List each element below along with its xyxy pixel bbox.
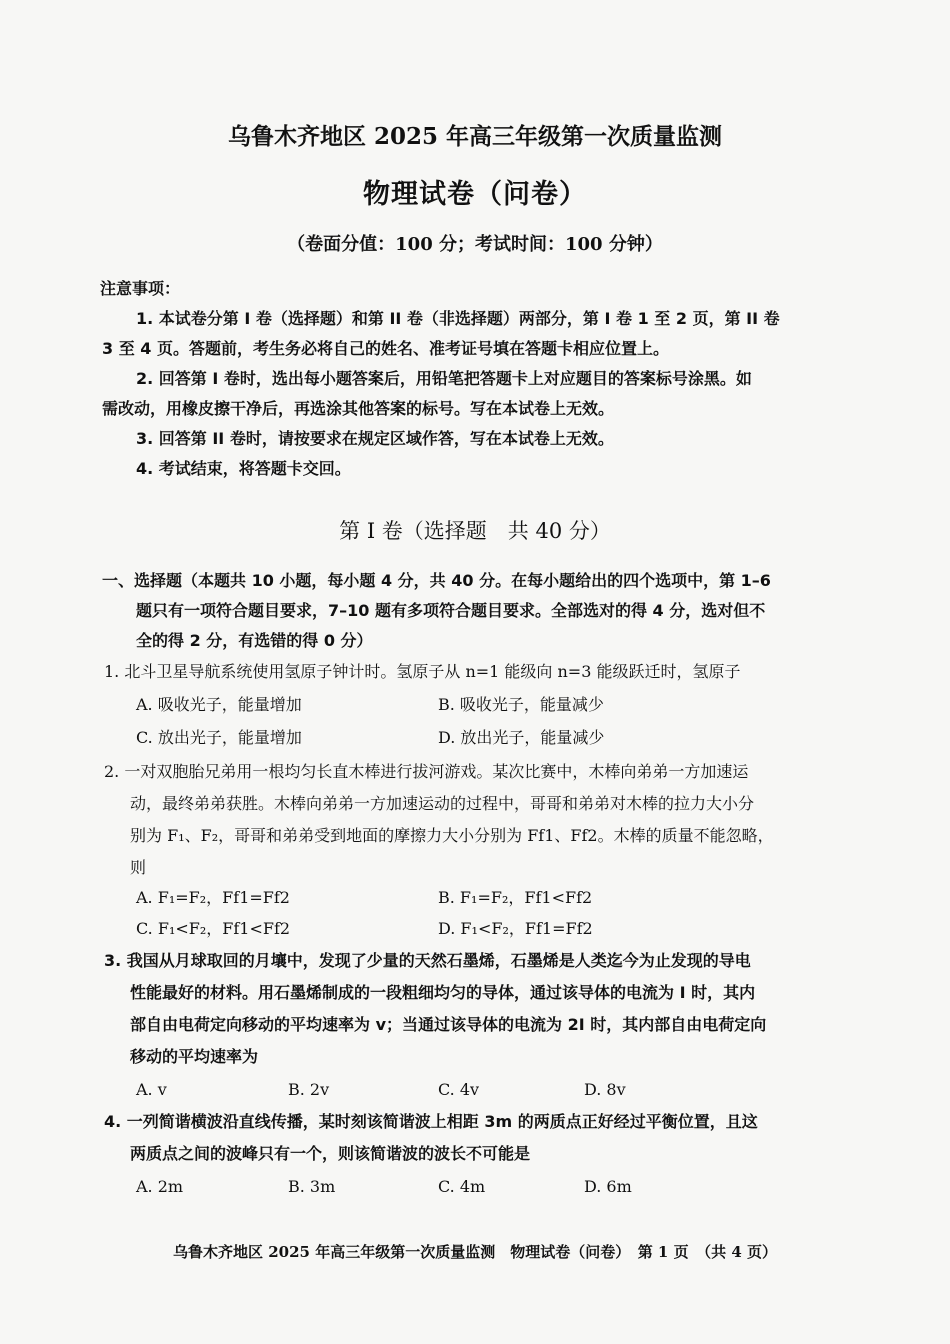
question-2-option-a: A. F₁=F₂，Ff1=Ff2 — [136, 888, 290, 907]
section-title: 第 I 卷（选择题 共 40 分） — [339, 519, 611, 543]
section-intro-line: 全的得 2 分，有选错的得 0 分） — [136, 631, 373, 650]
question-4-option-d: D. 6m — [584, 1177, 632, 1196]
question-2-stem: 2. 一对双胞胎兄弟用一根均匀长直木棒进行拔河游戏。某次比赛中，木棒向弟弟一方加速运 — [104, 762, 749, 781]
question-2-stem: 则 — [130, 858, 147, 877]
question-4-stem: 4. 一列简谐横波沿直线传播，某时刻该简谐波上相距 3m 的两质点正好经过平衡位置，且这 — [104, 1112, 758, 1131]
question-4-option-b: B. 3m — [288, 1177, 336, 1196]
notice-line: 需改动，用橡皮擦干净后，再选涂其他答案的标号。写在本试卷上无效。 — [102, 399, 615, 418]
question-1-stem: 1. 北斗卫星导航系统使用氢原子钟计时。氢原子从 n=1 能级向 n=3 能级跃迁时，氢原子 — [104, 662, 741, 681]
notice-line: 1. 本试卷分第 I 卷（选择题）和第 II 卷（非选择题）两部分，第 I 卷 1 至 2 页，第 II 卷 — [136, 309, 780, 328]
question-2-option-c: C. F₁<F₂，Ff1<Ff2 — [136, 919, 291, 938]
section-intro-line: 一、选择题（本题共 10 小题，每小题 4 分，共 40 分。在每小题给出的四个选项中，第 1–6 — [102, 571, 771, 590]
question-1-option-d: D. 放出光子，能量减少 — [438, 728, 605, 747]
question-2-stem: 动，最终弟弟获胜。木棒向弟弟一方加速运动的过程中，哥哥和弟弟对木棒的拉力大小分 — [130, 794, 755, 813]
question-3-stem: 部自由电荷定向移动的平均速率为 v；当通过该导体的电流为 2I 时，其内部自由电荷定向 — [130, 1015, 767, 1034]
paper-title: 物理试卷（问卷） — [363, 179, 587, 210]
question-4-stem: 两质点之间的波峰只有一个，则该简谐波的波长不可能是 — [130, 1144, 531, 1163]
question-2-option-d: D. F₁<F₂，Ff1=Ff2 — [438, 919, 593, 938]
question-3-option-b: B. 2v — [288, 1080, 330, 1099]
question-3-stem: 移动的平均速率为 — [130, 1047, 259, 1066]
notice-line: 4. 考试结束，将答题卡交回。 — [136, 459, 351, 478]
notice-line: 3 至 4 页。答题前，考生务必将自己的姓名、准考证号填在答题卡相应位置上。 — [102, 339, 669, 358]
question-3-stem: 性能最好的材料。用石墨烯制成的一段粗细均匀的导体，通过该导体的电流为 I 时，其内 — [130, 983, 756, 1002]
notice-heading: 注意事项： — [100, 279, 181, 298]
question-2-option-b: B. F₁=F₂，Ff1<Ff2 — [438, 888, 593, 907]
question-1-option-b: B. 吸收光子，能量减少 — [438, 695, 604, 714]
notice-line: 2. 回答第 I 卷时，选出每小题答案后，用铅笔把答题卡上对应题目的答案标号涂黑。如 — [136, 369, 752, 388]
question-3-option-a: A. v — [136, 1080, 167, 1099]
question-4-option-c: C. 4m — [438, 1177, 486, 1196]
question-1-option-a: A. 吸收光子，能量增加 — [136, 695, 302, 714]
exam-title: 乌鲁木齐地区 2025 年高三年级第一次质量监测 — [227, 123, 723, 150]
question-2-stem: 别为 F₁、F₂，哥哥和弟弟受到地面的摩擦力大小分别为 Ff1、Ff2。木棒的质量不能忽略， — [130, 826, 774, 845]
notice-line: 3. 回答第 II 卷时，请按要求在规定区域作答，写在本试卷上无效。 — [136, 429, 614, 448]
question-1-option-c: C. 放出光子，能量增加 — [136, 728, 302, 747]
question-3-option-d: D. 8v — [584, 1080, 626, 1099]
section-intro-line: 题只有一项符合题目要求，7–10 题有多项符合题目要求。全部选对的得 4 分，选对但不 — [136, 601, 766, 620]
question-3-stem: 3. 我国从月球取回的月壤中，发现了少量的天然石墨烯，石墨烯是人类迄今为止发现的导电 — [104, 951, 751, 970]
question-3-option-c: C. 4v — [438, 1080, 480, 1099]
question-4-option-a: A. 2m — [136, 1177, 184, 1196]
score-info: （卷面分值：100 分；考试时间：100 分钟） — [287, 234, 663, 255]
page-footer: 乌鲁木齐地区 2025 年高三年级第一次质量监测 物理试卷（问卷） 第 1 页 （共 4 页） — [173, 1243, 777, 1261]
